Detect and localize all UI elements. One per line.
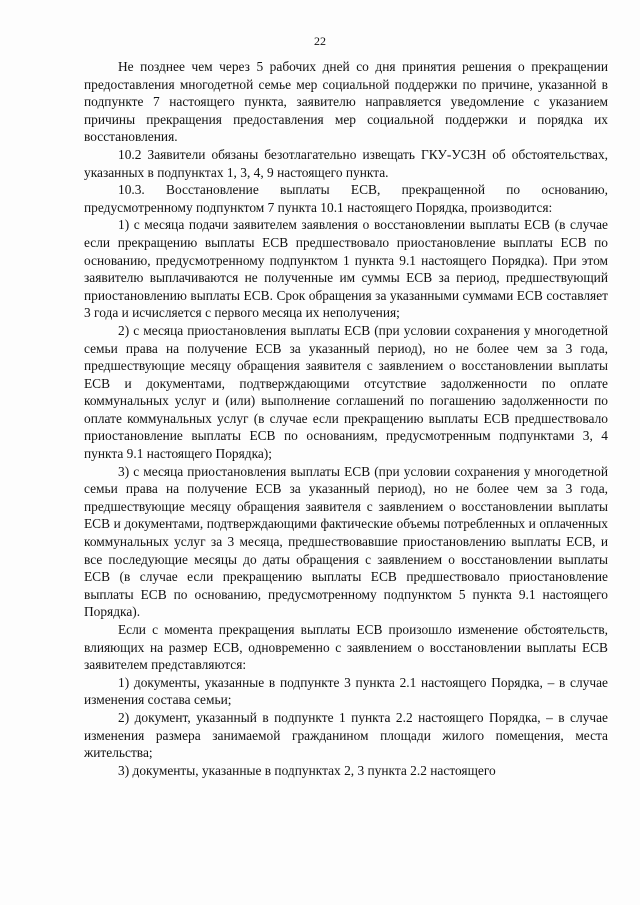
paragraph-notification: Не позднее чем через 5 рабочих дней со дня принятия решения о прекращении предоставления многодетной семье мер социальной поддержки по причине, указанной в подпункте 7 настоящего пункта, заявителю направляется уведомление с указанием причины прекращения предоставления мер социальной поддержки и порядка их восстановления. [84, 59, 608, 145]
page-number: 22 [314, 34, 326, 48]
paragraph-item-3: 3) с месяца приостановления выплаты ЕСВ (при условии сохранения у многодетной семьи права на получение ЕСВ за указанный период), но не более чем за 3 года, предшествующие месяцу обращения заявителя с заявлением о восстановлении выплаты ЕСВ и документами, подтверждающими фактические объемы потребленных и оплаченных коммунальных услуг за 3 месяца, предшествовавшие приостановлению выплаты ЕСВ, и все последующие месяцы до даты обращения с заявлением о восстановлении выплаты ЕСВ (в случае если прекращению выплаты ЕСВ предшествовало приостановление выплаты ЕСВ по основанию, предусмотренному подпунктом 5 пункта 9.1 настоящего Порядка). [84, 463, 608, 620]
paragraph-changes: Если с момента прекращения выплаты ЕСВ произошло изменение обстоятельств, влияющих на размер ЕСВ, одновременно с заявлением о восстановлении выплаты ЕСВ заявителем представляются: [84, 622, 608, 673]
body-text [84, 58, 608, 779]
paragraph-item-1: 1) с месяца подачи заявителем заявления о восстановлении выплаты ЕСВ (в случае если прекращению выплаты ЕСВ предшествовало приостановление выплаты ЕСВ по основанию, предусмотренному подпунктом 1 пункта 9.1 настоящего Порядка). При этом заявителю выплачиваются не полученные им суммы ЕСВ за период, предшествующий приостановлению выплаты ЕСВ. Срок обращения за указанными суммами ЕСВ составляет 3 года и исчисляется с первого месяца их неполучения; [84, 217, 608, 321]
paragraph-item-2: 2) с месяца приостановления выплаты ЕСВ (при условии сохранения у многодетной семьи права на получение ЕСВ за указанный период), но не более чем за 3 года, предшествующие месяцу обращения заявителя с заявлением о восстановлении выплаты ЕСВ и документами, подтверждающими отсутствие задолженности по оплате коммунальных услуг и (или) выполнение соглашений по погашению задолженности по оплате коммунальных услуг (в случае если прекращению выплаты ЕСВ предшествовало приостановление выплаты ЕСВ по основаниям, предусмотренным подпунктами 3, 4 пункта 9.1 настоящего Порядка); [84, 322, 608, 462]
paragraph-10-3: 10.3. Восстановление выплаты ЕСВ, прекращенной по основанию, предусмотренному подпунктом 7 пункта 10.1 настоящего Порядка, производится: [84, 182, 608, 215]
paragraph-docs-1: 1) документы, указанные в подпункте 3 пункта 2.1 настоящего Порядка, – в случае изменения состава семьи; [84, 674, 608, 708]
paragraph-docs-2: 2) документ, указанный в подпункте 1 пункта 2.2 настоящего Порядка, – в случае изменения размера занимаемой гражданином площади жилого помещения, места жительства; [84, 709, 608, 761]
paragraph-docs-3: 3) документы, указанные в подпунктах 2, 3 пункта 2.2 настоящего [118, 762, 496, 778]
paragraph-10-2: 10.2 Заявители обязаны безотлагательно извещать ГКУ-УСЗН об обстоятельствах, указанных в подпунктах 1, 3, 4, 9 настоящего пункта. [84, 146, 608, 180]
